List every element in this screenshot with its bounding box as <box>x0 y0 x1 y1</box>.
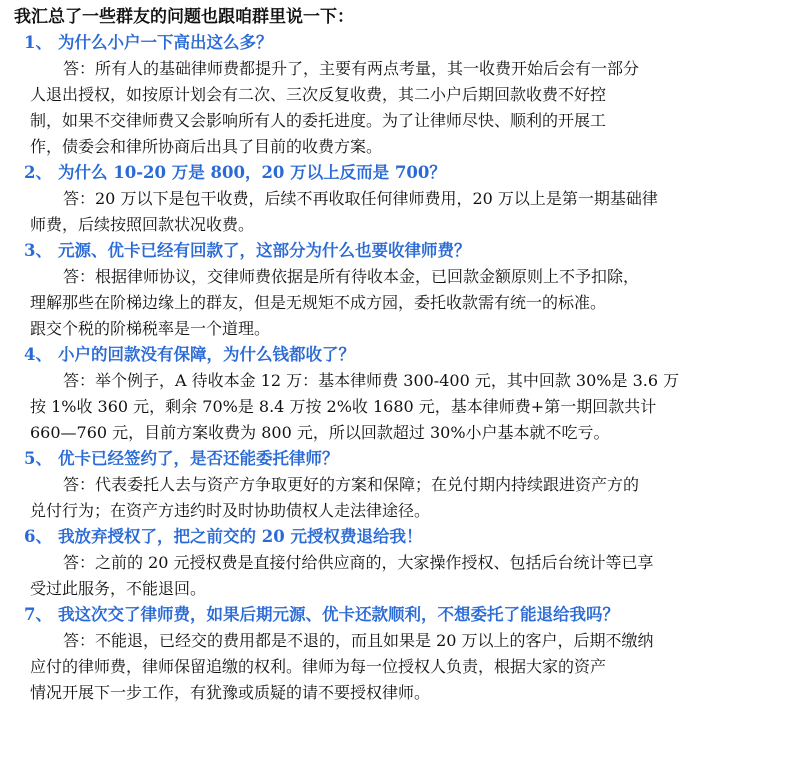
question-text: 小户的回款没有保障，为什么钱都收了？ <box>58 345 355 364</box>
answer-line: 作，债委会和律所协商后出具了目前的收费方案。 <box>30 137 383 156</box>
qa-item <box>14 524 786 602</box>
question-text: 为什么 10-20 万是 800，20 万以上反而是 700？ <box>58 163 446 182</box>
question <box>14 160 786 186</box>
answer-line: 应付的律师费，律师保留追缴的权利。律师为每一位授权人负责，根据大家的资产 <box>30 657 607 676</box>
question <box>14 524 786 550</box>
answer-line: 答：20 万以下是包干收费，后续不再收取任何律师费用，20 万以上是第一期基础律 <box>63 189 658 208</box>
question-text: 元源、优卡已经有回款了，这部分为什么也要收律师费？ <box>58 241 471 260</box>
qa-item <box>14 160 786 238</box>
answer-line: 理解那些在阶梯边缘上的群友，但是无规矩不成方园，委托收款需有统一的标准。 <box>30 293 607 312</box>
question <box>14 446 786 472</box>
answer-line: 人退出授权，如按原计划会有二次、三次反复收费，其二小户后期回款收费不好控 <box>30 85 607 104</box>
intro-heading: 我汇总了一些群友的问题也跟咱群里说一下： <box>14 7 354 27</box>
question-text: 为什么小户一下高出这么多？ <box>58 33 273 52</box>
question-text: 优卡已经签约了，是否还能委托律师？ <box>58 449 339 468</box>
question-number: 5、 <box>24 449 52 468</box>
answer-line: 跟交个税的阶梯税率是一个道理。 <box>30 319 271 338</box>
qa-item <box>14 446 786 524</box>
answer-line: 制，如果不交律师费又会影响所有人的委托进度。为了让律师尽快、顺利的开展工 <box>30 111 607 130</box>
question-number: 4、 <box>24 345 52 364</box>
answer <box>14 368 786 446</box>
answer-line: 受过此服务，不能退回。 <box>30 579 207 598</box>
qa-item <box>14 602 786 706</box>
question-number: 1、 <box>24 33 52 52</box>
answer-line: 答：代表委托人去与资产方争取更好的方案和保障；在兑付期内持续跟进资产方的 <box>63 475 640 494</box>
question-number: 3、 <box>24 241 52 260</box>
question <box>14 602 786 628</box>
question-text: 我放弃授权了，把之前交的 20 元授权费退给我！ <box>58 527 423 546</box>
answer-line: 兑付行为；在资产方违约时及时协助债权人走法律途径。 <box>30 501 431 520</box>
question-text: 我这次交了律师费，如果后期元源、优卡还款顺利，不想委托了能退给我吗？ <box>58 605 619 624</box>
answer <box>14 264 786 342</box>
answer-line: 答：不能退，已经交的费用都是不退的，而且如果是 20 万以上的客户，后期不缴纳 <box>63 631 654 650</box>
question <box>14 342 786 368</box>
question <box>14 238 786 264</box>
answer <box>14 186 786 238</box>
question-number: 7、 <box>24 605 52 624</box>
answer-line: 答：根据律师协议，交律师费依据是所有待收本金，已回款金额原则上不予扣除， <box>63 267 640 286</box>
qa-item <box>14 342 786 446</box>
answer-line: 师费，后续按照回款状况收费。 <box>30 215 255 234</box>
answer-line: 答：举个例子，A 待收本金 12 万：基本律师费 300-400 元，其中回款 30%是 3.6 万 <box>63 371 680 390</box>
question-number: 6、 <box>24 527 52 546</box>
qa-list <box>14 30 786 706</box>
question <box>14 30 786 56</box>
answer <box>14 56 786 160</box>
answer-line: 按 1%收 360 元，剩余 70%是 8.4 万按 2%收 1680 元，基本律师费+第一期回款共计 <box>30 397 657 416</box>
answer <box>14 472 786 524</box>
answer-line: 660—760 元，目前方案收费为 800 元，所以回款超过 30%小户基本就不吃亏。 <box>30 423 610 442</box>
qa-item <box>14 238 786 342</box>
answer <box>14 550 786 602</box>
answer-line: 情况开展下一步工作，有犹豫或质疑的请不要授权律师。 <box>30 683 431 702</box>
answer <box>14 628 786 706</box>
answer-line: 答：所有人的基础律师费都提升了，主要有两点考量，其一收费开始后会有一部分 <box>63 59 640 78</box>
qa-item <box>14 30 786 160</box>
question-number: 2、 <box>24 163 52 182</box>
answer-line: 答：之前的 20 元授权费是直接付给供应商的，大家操作授权、包括后台统计等已享 <box>63 553 654 572</box>
